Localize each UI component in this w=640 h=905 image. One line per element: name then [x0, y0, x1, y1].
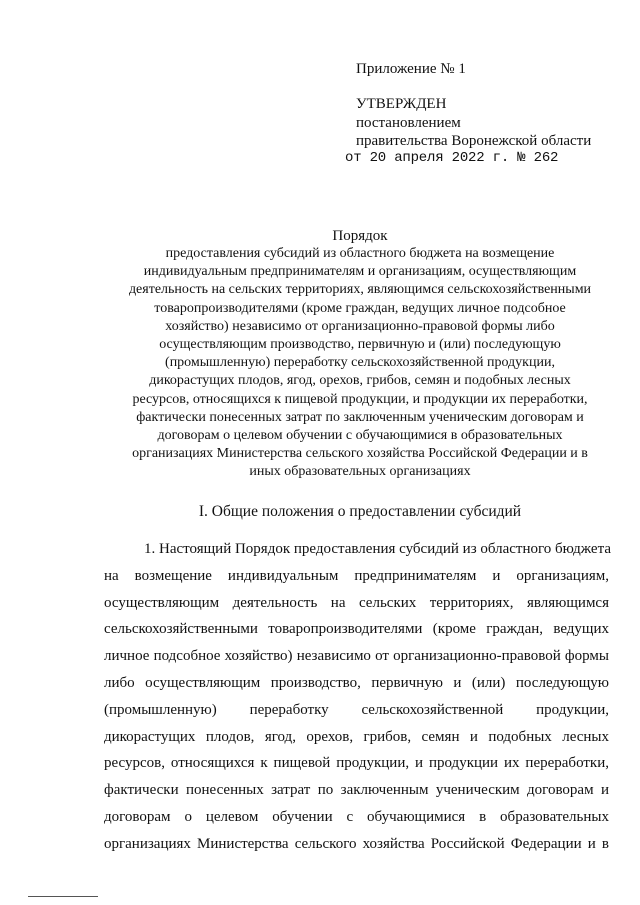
resolution-date-number: от 20 апреля 2022 г. № 262 [345, 150, 559, 166]
body-line: договорам о целевом обучении с обучающимися в образовательных [104, 808, 609, 825]
subtitle-line: договорам о целевом обучении с обучающимися в образовательных [157, 428, 563, 444]
document-subtitle [0, 245, 640, 482]
subtitle-line: товаропроизводителями (кроме граждан, ведущих личное подсобное [154, 300, 566, 316]
approval-block [0, 0, 640, 180]
subtitle-line: индивидуальным предпринимателям и организациям, осуществляющим [143, 264, 577, 280]
subtitle-line: хозяйство) независимо от организационно-правовой формы либо [165, 318, 555, 334]
body-line: либо осуществляющим производство, первичную и (или) последующую [104, 674, 609, 691]
body-paragraph [104, 536, 609, 858]
body-line: организациях Министерства сельского хозяйства Российской Федерации и в [104, 835, 609, 852]
body-line: сельскохозяйственными товаропроизводителями (кроме граждан, ведущих [104, 621, 609, 638]
subtitle-line: организациях Министерства сельского хозяйства Российской Федерации и в [132, 446, 588, 462]
body-line: фактически понесенных затрат по заключенным ученическим договорам и [104, 782, 609, 799]
body-line: 1. Настоящий Порядок предоставления субсидий из областного бюджета [144, 541, 611, 557]
body-line: на возмещение индивидуальным предпринимателям и организациям, [104, 567, 609, 584]
body-line: ресурсов, относящихся к пищевой продукции, и продукции их переработки, [104, 755, 609, 772]
approved-stamp-text: УТВЕРЖДЕН [356, 96, 447, 112]
body-line: дикорастущих плодов, ягод, орехов, грибов, семян и подобных лесных [104, 728, 609, 745]
body-line: осуществляющим деятельность на сельских территориях, являющимся [104, 594, 609, 611]
subtitle-line: деятельность на сельских территориях, являющимся сельскохозяйственными [128, 282, 592, 298]
footer-divider [28, 896, 98, 897]
subtitle-line: иных образовательных организациях [249, 464, 471, 480]
body-line: (промышленную) переработку сельскохозяйственной продукции, [104, 701, 609, 718]
government-label: правительства Воронежской области [356, 133, 592, 149]
document-title: Порядок [332, 228, 388, 244]
appendix-label: Приложение № 1 [356, 61, 466, 77]
subtitle-line: ресурсов, относящихся к пищевой продукции, и продукции их переработки, [132, 391, 588, 407]
subtitle-line: (промышленную) переработку сельскохозяйственной продукции, [165, 355, 555, 371]
body-line: личное подсобное хозяйство) независимо от организационно-правовой формы [104, 648, 609, 665]
subtitle-line: дикорастущих плодов, ягод, орехов, грибов, семян и подобных лесных [149, 373, 571, 389]
resolution-label: постановлением [356, 115, 461, 131]
subtitle-line: фактически понесенных затрат по заключенным ученическим договорам и [136, 409, 584, 425]
subtitle-line: осуществляющим производство, первичную и (или) последующую [159, 337, 561, 353]
subtitle-line: предоставления субсидий из областного бюджета на возмещение [165, 246, 555, 261]
section-heading: I. Общие положения о предоставлении субсидий [198, 503, 522, 520]
